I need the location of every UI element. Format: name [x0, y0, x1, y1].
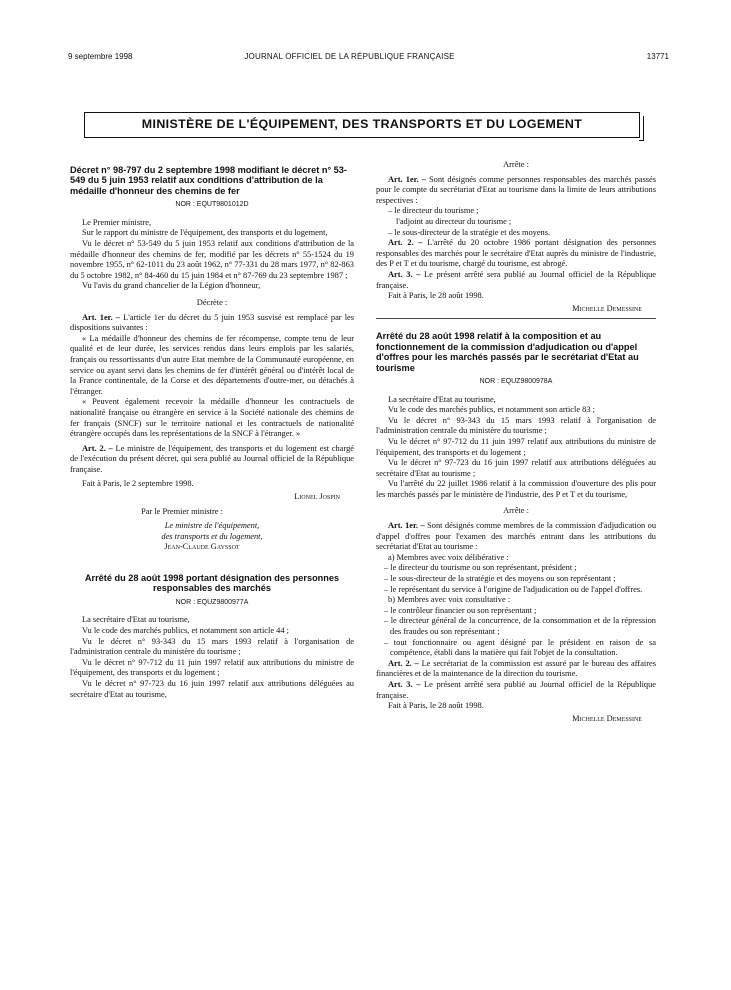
arrete1-art2 [376, 238, 656, 270]
arrete1-p1: La secrétaire d'Etat au tourisme, [82, 615, 190, 625]
arrete2-nor: NOR : EQUZ9800978A [479, 377, 553, 385]
decret-art1 [70, 313, 354, 334]
arrete1-p5: Vu le décret n° 97-723 du 16 juin 1997 relatif aux attributions déléguées au secrétaire d'Etat au tourisme, [70, 679, 354, 699]
arrete2-art1-text: Sont désignés comme membres de la commission d'adjudication ou d'appel d'offres pour l'examen des marchés entrant dans les attributions du secrétariat d'Etat au tourisme : [376, 521, 657, 552]
decret-minister-line2: des transports et du logement, [161, 531, 263, 541]
header-date: 9 septembre 1998 [68, 52, 133, 61]
arrete2-art1 [376, 521, 656, 553]
decret-quote1: « La médaille d'honneur des chemins de fer récompense, compte tenu de leur qualité et de leur durée, les services rendus dans leurs emplois par les salariés, français ou ressortissants d'un autre Etat membre de la Communauté européenne, en service ou ayant servi dans les chemins de fer d'intérêt général ou d'intérêt local de la France continentale, de la Corse et des départements d'outre-mer, ou détachés à l'étranger. [70, 333, 354, 396]
arrete2-p4: Vu le décret n° 97-712 du 11 juin 1997 relatif aux attributions du ministre de l'équipement, des transports et du logement ; [376, 436, 656, 457]
decret-art1-text: L'article 1er du décret du 5 juin 1953 susvisé est remplacé par les dispositions suivantes : [70, 312, 354, 333]
ministry-banner: MINISTÈRE DE L'ÉQUIPEMENT, DES TRANSPORTS ET DU LOGEMENT [84, 112, 640, 138]
decret-art2 [70, 444, 354, 476]
arrete1-art1-label: Art. 1er. – [388, 174, 426, 184]
arrete1-arrete: Arrête : [503, 160, 529, 169]
arrete2-art2-label: Art. 2. – [388, 658, 419, 668]
arrete2-p3: Vu le décret n° 93-343 du 15 mars 1993 relatif à l'organisation de l'administration centrale du ministère du tourisme ; [376, 415, 656, 436]
page-header [68, 52, 669, 66]
arrete1-list1: – le directeur du tourisme ; [388, 206, 479, 216]
arrete1-p4: Vu le décret n° 97-712 du 11 juin 1997 relatif aux attributions du ministre de l'équipement, des transports et du logement ; [70, 657, 354, 678]
arrete2-art2-text: Le secrétariat de la commission est assuré par le bureau des affaires financières et de la maintenance de la direction du tourisme. [376, 658, 657, 679]
arrete1-art3 [376, 270, 656, 291]
arrete2-p1: La secrétaire d'Etat au tourisme, [388, 394, 496, 404]
decret-decrete: Décrète : [196, 297, 228, 307]
decret-p3: Vu le décret n° 53-549 du 5 juin 1953 relatif aux conditions d'attribution de la médaille d'honneur des chemins de fer, modifié par les décrets n° 55-1524 du 19 novembre 1955, n° 62-1011 du 23 août 1962, n° 77-331 du 28 mars 1977, n° 82-863 du 5 octobre 1982, n° 84-460 du 15 juin 1984 et n° 87-769 du 23 septembre 1987 ; [70, 239, 354, 280]
arrete1-p2: Vu le code des marchés publics, et notamment son article 44 ; [82, 626, 289, 636]
decret-art1-label: Art. 1er. – [82, 312, 120, 322]
decret-title: Décret n° 98-797 du 2 septembre 1998 modifiant le décret n° 53-549 du 5 juin 1953 relatif aux conditions d'attribution de la médaille d'honneur des chemins de fer [70, 165, 347, 196]
arrete2-title: Arrêté du 28 août 1998 relatif à la composition et au fonctionnement de la commission d'adjudication ou d'appel d'offres pour les marchés passés par le secrétariat d'Etat au tourisme [376, 331, 639, 373]
arrete2-fait: Fait à Paris, le 28 août 1998. [388, 701, 484, 711]
decret-fait: Fait à Paris, le 2 septembre 1998. [82, 479, 194, 489]
arrete2-section-a: a) Membres avec voix délibérative : [388, 552, 509, 562]
header-page-number: 13771 [646, 52, 669, 61]
decret-art2-text: Le ministre de l'équipement, des transports et du logement est chargé de l'exécution du présent décret, qui sera publié au Journal officiel de la République française. [70, 443, 355, 474]
right-column [370, 160, 656, 728]
arrete2-art1-label: Art. 1er. – [388, 521, 425, 531]
arrete1-list2: l'adjoint au directeur du tourisme ; [396, 216, 512, 226]
decret-p4: Vu l'avis du grand chancelier de la Légion d'honneur, [82, 281, 261, 291]
arrete1-art2-label: Art. 2. – [388, 238, 423, 248]
arrete1-art1 [376, 175, 656, 207]
arrete2-b2: – le directeur général de la concurrence, de la consommation et de la répression des fraudes ou son représentant ; [384, 616, 656, 636]
arrete1-art1-text: Sont désignés comme personnes responsables des marchés passés pour le compte du secrétariat d'Etat au tourisme dans la limite de leurs attributions respectives : [376, 174, 656, 205]
decret-par: Par le Premier ministre : [141, 506, 223, 516]
arrete1-title: Arrêté du 28 août 1998 portant désignation des personnes responsables des marchés [84, 573, 340, 594]
arrete1-list3: – le sous-directeur de la stratégie et des moyens. [388, 227, 551, 237]
arrete2-b1: – le contrôleur financier ou son représentant ; [384, 605, 537, 615]
decret-nor: NOR : EQUT9801012D [175, 201, 249, 209]
arrete2-p2: Vu le code des marchés publics, et notamment son article 83 ; [388, 405, 595, 415]
decret-minister-name: Jean-Claude Gayssot [164, 542, 240, 552]
decret-signature: Lionel Jospin [294, 492, 340, 502]
decret-quote2: « Peuvent également recevoir la médaille d'honneur les contractuels de nationalité française ou étrangère en service à la Société nationale des chemins de fer français (SNCF) sur le territoire national et les contractuels de nationalité étrangère occupés dans les représentations de la SNCF à l'étranger. » [70, 397, 354, 439]
arrete2-a1: – le directeur du tourisme ou son représentant, président ; [384, 563, 577, 573]
arrete2-section-b: b) Membres avec voix consultative : [388, 595, 511, 605]
arrete1-art3-text: Le présent arrêté sera publié au Journal officiel de la République française. [376, 269, 657, 290]
arrete2-p5: Vu le décret n° 97-723 du 16 juin 1997 relatif aux attributions déléguées au secrétaire d'Etat au tourisme ; [376, 458, 656, 478]
arrete2-art3-text: Le présent arrêté sera publié au Journal officiel de la République française. [376, 679, 657, 700]
arrete2-p6: Vu l'arrêté du 22 juillet 1986 relatif à la commission d'ouverture des plis pour les marchés passés par le ministère de l'industrie, des P et T et du tourisme, [376, 479, 656, 499]
arrete1-art2-text: L'arrêté du 20 octobre 1986 portant désignation des personnes responsables des marchés pour le secrétaire d'Etat auprès du ministre de l'industrie, des P et T et du tourisme, chargé du tourisme, est abrogé. [376, 238, 656, 269]
arrete2-art2 [376, 659, 656, 680]
arrete2-b3: – tout fonctionnaire ou agent désigné par le président en raison de sa compétence, établi dans la matière qui fait l'objet de la consultation. [384, 637, 656, 658]
decret-art2-label: Art. 2. – [82, 443, 113, 453]
arrete2-art3-label: Art. 3. – [388, 679, 421, 689]
arrete2-signature: Michelle Demessine [572, 713, 642, 723]
decret-p2: Sur le rapport du ministre de l'équipement, des transports et du logement, [82, 228, 328, 238]
arrete2-a2: – le sous-directeur de la stratégie et des moyens ou son représentant ; [384, 574, 616, 584]
arrete1-nor: NOR : EQUZ9800977A [175, 598, 249, 606]
arrete1-signature: Michelle Demessine [572, 303, 642, 313]
arrete2-art3 [376, 680, 656, 701]
arrete1-p3: Vu le décret n° 93-343 du 15 mars 1993 relatif à l'organisation de l'administration centrale du ministère du tourisme ; [70, 636, 354, 657]
left-column [70, 165, 354, 700]
decret-p1: Le Premier ministre, [82, 217, 152, 227]
decret-minister-line1: Le ministre de l'équipement, [164, 521, 260, 531]
arrete1-fait: Fait à Paris, le 28 août 1998. [388, 291, 484, 301]
arrete2-arrete: Arrête : [503, 506, 529, 516]
arrete1-art3-label: Art. 3. – [388, 269, 421, 279]
header-journal-title: JOURNAL OFFICIEL DE LA RÉPUBLIQUE FRANÇAISE [244, 52, 455, 61]
arrete2-a3: – le représentant du service à l'origine de l'adjudication ou de l'appel d'offres. [384, 584, 643, 594]
